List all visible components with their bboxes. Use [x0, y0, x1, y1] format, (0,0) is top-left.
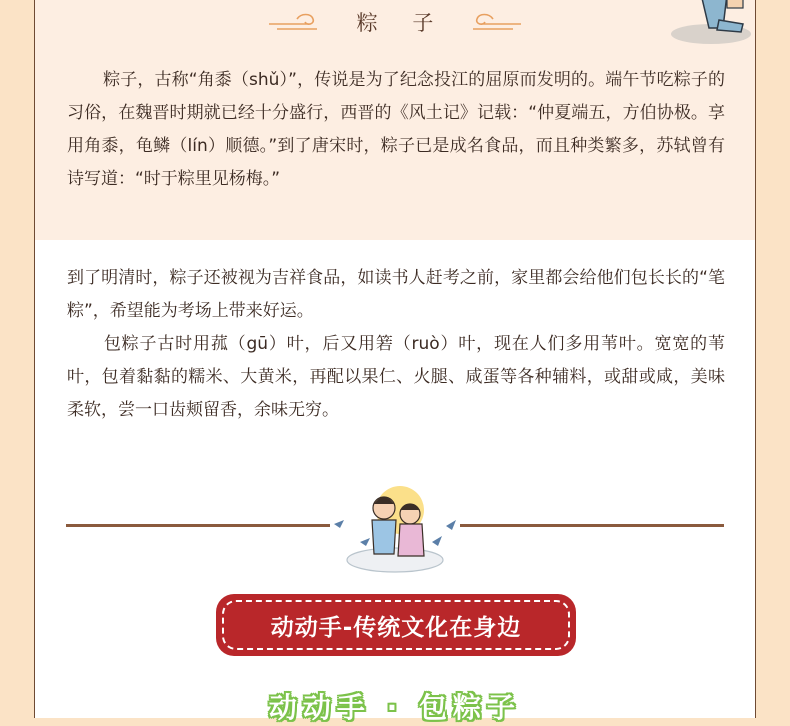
paragraph-3-text: 包粽子古时用菰（gū）叶，后又用箬（ruò）叶，现在人们多用苇叶。宽宽的苇叶，包着黏黏的糯米、大黄米，再配以果仁、火腿、咸蛋等各种辅料，或甜或咸，美味柔软，尝一口齿颊留香，余味无穷。: [67, 334, 725, 420]
divider-left: [66, 524, 330, 527]
wrap-zongzi-heading: 动动手 · 包粽子: [268, 691, 522, 724]
section-title: 粽 子: [356, 11, 448, 35]
cloud-swirl-right-icon: [461, 10, 523, 34]
divider-right: [460, 524, 724, 527]
children-on-cloud-illustration: [320, 480, 470, 576]
paragraph-1-text: 粽子，古称“角黍（shǔ）”，传说是为了纪念投江的屈原而发明的。端午节吃粽子的习俗，在魏晋时期就已经十分盛行，西晋的《风土记》记载：“仲夏端五，方伯协极。享用角黍，龟鳞（lín）顺德。”到了唐宋时，粽子已是成名食品，而且种类繁多，苏轼曾有诗写道：“时于粽里见杨梅。”: [67, 70, 725, 189]
activity-banner: [216, 594, 576, 656]
paragraph-block-2: [67, 262, 725, 427]
content-panel: [35, 0, 755, 724]
paragraph-2-text: 到了明清时，粽子还被视为吉祥食品，如读书人赶考之前，家里都会给他们包长长的“笔粽”，希望能为考场上带来好运。: [67, 268, 725, 321]
left-border: [0, 0, 35, 718]
paragraph-3: [67, 328, 725, 427]
cloud-swirl-left-icon: [267, 10, 329, 34]
corner-character-illustration: [631, 0, 751, 48]
top-section: [35, 0, 755, 240]
paragraph-zongzi-history: [67, 64, 725, 196]
right-border: [755, 0, 790, 718]
banner-label: 动动手-传统文化在身边: [270, 614, 522, 641]
